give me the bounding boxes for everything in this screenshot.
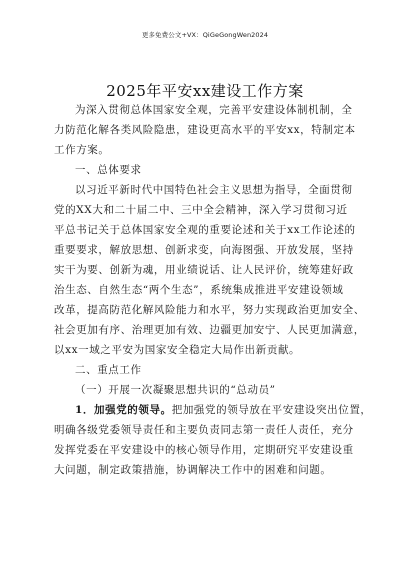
item1-first-line-text: 把加强党的领导放在平安建设突出位置， (171, 404, 372, 416)
intro-line: 力防范化解各类风险隐患，建设更高水平的平安xx，特制定本 (54, 124, 356, 136)
section1-line: 重要要求，解放思想、创新求变，向海图强、开放发展，坚持 (54, 244, 354, 256)
intro-line: 为深入贯彻总体国家安全观，完善平安建设体制机制，全 (75, 104, 353, 116)
intro-line: 工作方案。 (54, 144, 110, 156)
item1-line: 明确各级党委领导责任和主要负责同志第一责任人责任，充分 (54, 424, 354, 436)
subsection1-heading: （一）开展一次凝聚思想共识的“总动员” (75, 384, 276, 396)
item1-line: 大问题，制定政策措施，协调解决工作中的困难和问题。 (54, 464, 332, 476)
section1-line: 实干为要、创新为魂，用业绩说话、让人民评价，统筹建好政 (54, 264, 354, 276)
section1-line: 以习近平新时代中国特色社会主义思想为指导，全面贯彻 (75, 184, 353, 196)
section1-line: 治生态、自然生态“两个生态”，系统集成推进平安建设领域 (54, 284, 344, 296)
item1-first-line (54, 400, 372, 420)
section1-line: 党的XX大和二十届二中、三中全会精神，深入学习贯彻习近 (54, 204, 348, 216)
item1-label: 1．加强党的领导。 (75, 404, 172, 416)
section1-line: 以xx一域之平安为国家安全稳定大局作出新贡献。 (54, 344, 301, 356)
header-note: 更多免费公文+VX：QiGeGongWen2024 (141, 31, 269, 39)
section1-line: 改革，提高防范化解风险能力和水平，努力实现政治更加安全、 (54, 304, 365, 316)
document-title: 2025年平安xx建设工作方案 (106, 82, 304, 100)
section1-line: 平总书记关于总体国家安全观的重要论述和关于xx工作论述的 (54, 224, 356, 236)
item1-line: 发挥党委在平安建设中的核心领导作用，定期研究平安建设重 (54, 444, 354, 456)
document-body (54, 100, 372, 480)
intro-paragraph (54, 100, 354, 160)
section1-paragraph (54, 180, 365, 360)
section1-heading: 一、总体要求 (75, 164, 142, 176)
section1-line: 社会更加有序、治理更加有效、边疆更加安宁、人民更加满意， (54, 324, 365, 336)
section2-heading: 二、重点工作 (75, 364, 142, 376)
item1-paragraph (54, 400, 372, 480)
